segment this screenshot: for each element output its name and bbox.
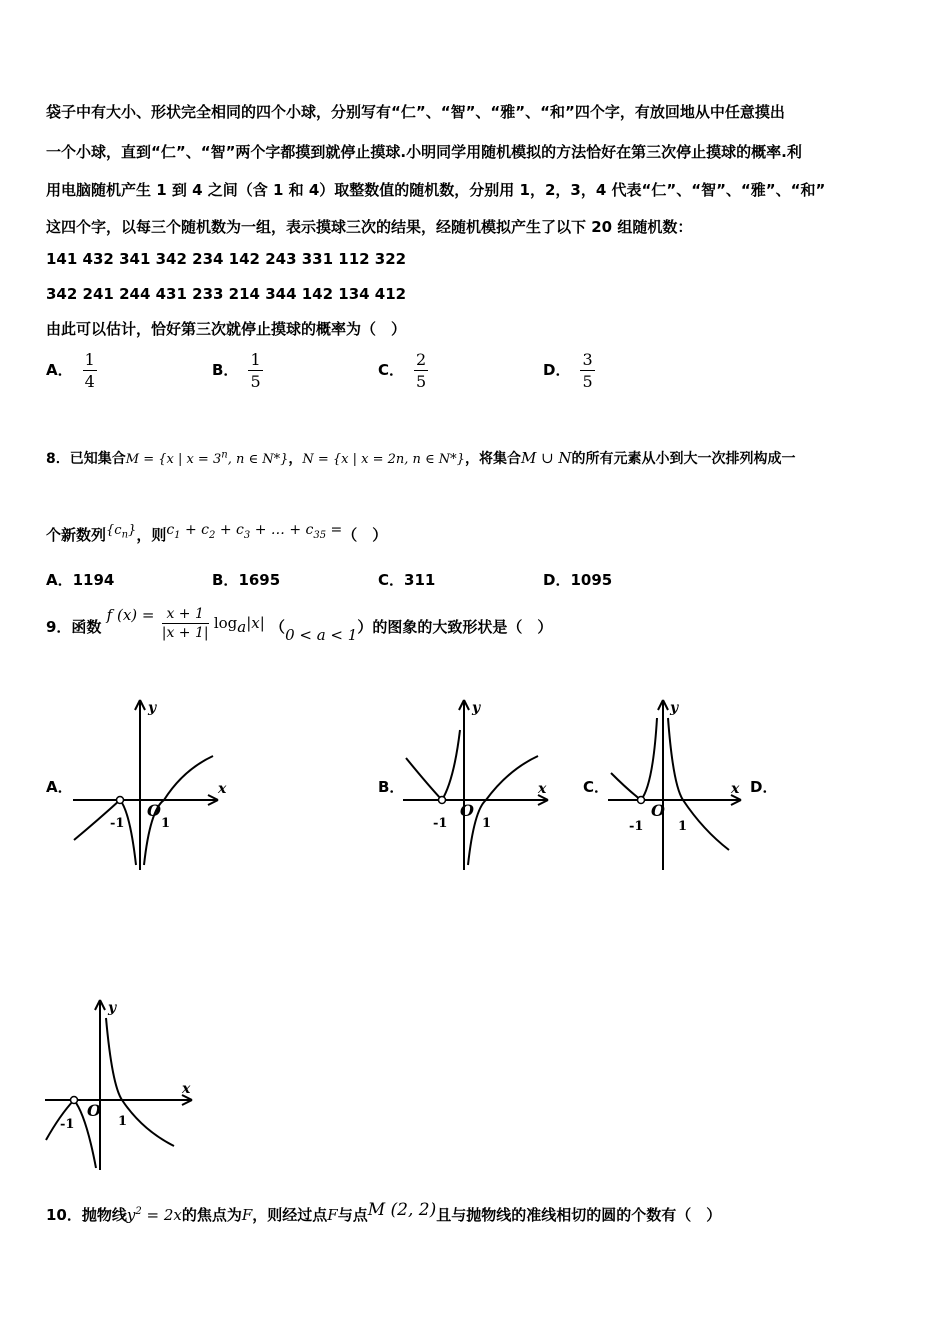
q7-text-line-4: 这四个字，以每三个随机数为一组，表示摸球三次的结果，经随机模拟产生了以下 20 组随机数： <box>46 218 693 236</box>
q9-log: $\log_a|x|$ <box>213 614 265 636</box>
origin-label: O <box>460 801 474 820</box>
axis-label-y: y <box>148 700 157 716</box>
q8-sum-expression: $c_1 + c_2 + c_3$ + … + $c_{35}$ = <box>166 522 343 541</box>
open-point <box>638 797 645 804</box>
q7-option-c-fraction: $\frac{2}{5}$ <box>416 350 427 391</box>
q8-line-1: 8．已知集合M = {x | $x = 3^n$, n ∈ N*}，N = {x | x = 2n, n ∈ N*}，将集合M ∪ N的所有元素从小到大一次排列构成一 <box>46 449 796 467</box>
q9-option-a-label[interactable]: A． <box>46 778 73 796</box>
q9-function: f (x) = <box>106 606 155 624</box>
q8-union: M ∪ N <box>520 449 572 467</box>
q10-focus-2: F <box>327 1206 338 1224</box>
q10-point-m: M (2, 2) <box>367 1200 437 1220</box>
origin-label: O <box>87 1101 101 1120</box>
q8-option-a[interactable]: A．1194 <box>46 571 115 589</box>
q8-option-d[interactable]: D．1095 <box>543 571 613 589</box>
curve-left <box>406 730 460 800</box>
q8-option-c[interactable]: C．311 <box>378 571 436 589</box>
q8-line-2: 个新数列$\{c_n\}$，则$c_1 + c_2 + c_3$ + … + $c_{35}$ =（ ） <box>46 522 388 544</box>
tick-label-neg1: -1 <box>433 816 448 831</box>
q8-option-b[interactable]: B．1695 <box>212 571 281 589</box>
q7-text-line-1: 袋子中有大小、形状完全相同的四个小球，分别写有“仁”、“智”、“雅”、“和”四个字，有放回地从中任意摸出 <box>46 103 785 121</box>
q10-focus: F <box>241 1206 253 1224</box>
q9-condition: 0 < a < 1 <box>285 626 358 644</box>
tick-label-neg1: -1 <box>60 1117 75 1132</box>
q9-option-b-label[interactable]: B． <box>378 778 405 796</box>
q7-text-line-2: 一个小球，直到“仁”、“智”两个字都摸到就停止摸球.小明同学用随机模拟的方法恰好在第三次停止摸球的概率.利 <box>46 143 802 161</box>
axis-label-x: x <box>218 781 227 797</box>
axis-label-y: y <box>670 700 679 716</box>
q8-sequence: $\{c_n\}$ <box>106 523 137 541</box>
axis-label-x: x <box>182 1081 191 1097</box>
tick-label-neg1: -1 <box>629 819 644 834</box>
q7-option-d[interactable]: D． $\frac{3}{5}$ <box>543 350 593 391</box>
curve-left <box>74 800 136 865</box>
q9-graph-a[interactable] <box>68 690 238 875</box>
q8-set-n: N = {x | x = 2n, n ∈ N*} <box>302 452 465 467</box>
tick-label-1: 1 <box>118 1114 128 1129</box>
curve-right <box>468 756 538 865</box>
q7-option-b-fraction: $\frac{1}{5}$ <box>250 350 261 391</box>
q9-graph-d[interactable] <box>42 990 202 1175</box>
axis-label-y: y <box>472 700 481 716</box>
q9-option-c-label[interactable]: C． <box>583 778 610 796</box>
q7-option-d-fraction: $\frac{3}{5}$ <box>582 350 593 391</box>
q10-line: 10．抛物线$y^2 = 2x$的焦点为F，则经过点F与点M (2, 2)且与抛物线的准线相切的圆的个数有（ ） <box>46 1200 722 1224</box>
q10-parabola: $y^2 = 2x$ <box>126 1206 182 1224</box>
q9-option-d-label[interactable]: D． <box>750 778 778 796</box>
q9-line: 9．函数 f (x) = $\frac{x + 1}{|x + 1|}$ $\log_a|x|$ （0 < a < 1）的图象的大致形状是（ ） <box>46 606 553 644</box>
tick-label-1: 1 <box>161 816 171 831</box>
q7-option-a[interactable]: A． $\frac{1}{4}$ <box>46 350 95 391</box>
q7-question: 由此可以估计，恰好第三次就停止摸球的概率为（ ） <box>46 320 407 338</box>
axis-label-y: y <box>108 1000 117 1016</box>
q7-text-line-3: 用电脑随机产生 1 到 4 之间（含 1 和 4）取整数值的随机数，分别用 1，2，3，4 代表“仁”、“智”、“雅”、“和” <box>46 181 826 199</box>
axis-label-x: x <box>538 781 547 797</box>
axis-label-x: x <box>731 781 740 797</box>
q9-graph-b[interactable] <box>398 690 558 875</box>
q9-graph-c[interactable] <box>603 690 748 875</box>
origin-label: O <box>651 801 665 820</box>
q7-random-numbers-2: 342 241 244 431 233 214 344 142 134 412 <box>46 285 407 303</box>
q7-option-c[interactable]: C． $\frac{2}{5}$ <box>378 350 427 391</box>
curve-left <box>611 718 657 800</box>
q7-random-numbers-1: 141 432 341 342 234 142 243 331 112 322 <box>46 250 407 268</box>
tick-label-1: 1 <box>678 819 688 834</box>
q9-fraction: $\frac{x + 1}{|x + 1|}$ <box>161 606 209 641</box>
open-point <box>117 797 124 804</box>
q7-option-b[interactable]: B． $\frac{1}{5}$ <box>212 350 261 391</box>
q8-set-m: M = {x | $x = 3^n$, n ∈ N*} <box>125 449 289 467</box>
tick-label-neg1: -1 <box>110 816 125 831</box>
curve-right <box>106 1018 174 1146</box>
open-point <box>71 1097 78 1104</box>
origin-label: O <box>147 801 161 820</box>
q7-option-a-fraction: $\frac{1}{4}$ <box>84 350 95 391</box>
tick-label-1: 1 <box>482 816 492 831</box>
open-point <box>439 797 446 804</box>
